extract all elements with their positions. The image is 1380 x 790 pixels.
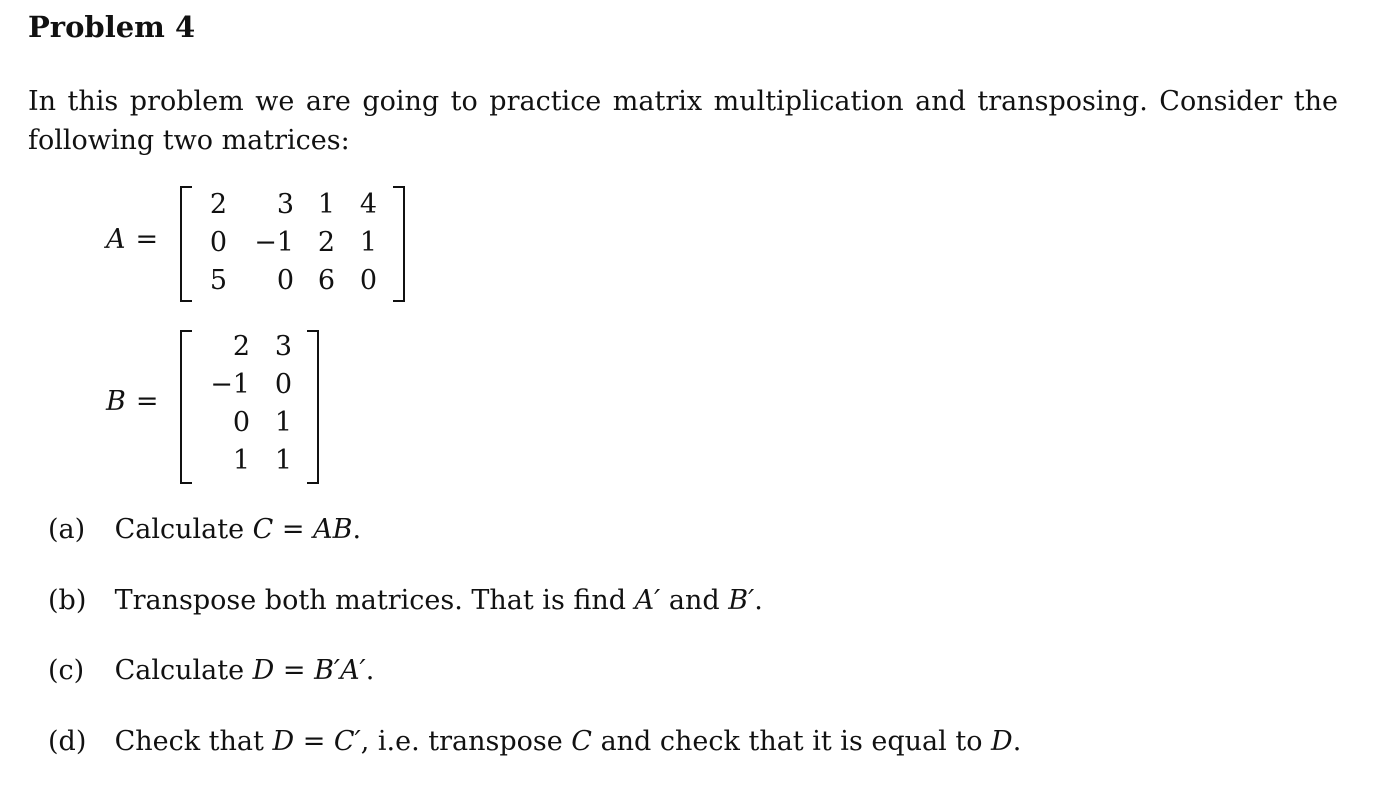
matrix-b-equals: = — [135, 386, 159, 417]
item-math: A′ — [634, 585, 661, 616]
item-text: and check that it is equal to — [600, 726, 983, 757]
problem-title: Problem 4 — [28, 10, 196, 44]
matrix-b-label — [106, 386, 158, 417]
matrix-a-label — [106, 224, 158, 255]
item-tail: . — [365, 655, 375, 686]
matrix-b-cell: 1 — [274, 445, 292, 476]
item-math: C — [571, 726, 592, 757]
matrix-a-cell: 6 — [317, 265, 335, 296]
item-math: D — [991, 726, 1013, 757]
item-marker: (a) — [48, 514, 86, 545]
item-d — [48, 723, 1021, 761]
matrix-a-equals: = — [135, 224, 159, 255]
item-marker: (c) — [48, 655, 85, 686]
matrix-a-cell: 2 — [317, 227, 335, 258]
matrix-b-cell: 3 — [274, 331, 292, 362]
item-math: D = B′A′ — [252, 655, 366, 686]
item-tail: . — [754, 585, 763, 616]
item-tail: . — [352, 514, 362, 545]
problem-intro — [28, 82, 1338, 160]
matrix-a-cell: 0 — [359, 265, 377, 296]
matrix-a-cell: 2 — [209, 189, 227, 220]
item-text: Calculate — [114, 514, 245, 545]
matrix-b-cell: −1 — [210, 369, 250, 400]
matrix-b-symbol: B — [106, 386, 126, 417]
item-text: Calculate — [114, 655, 245, 686]
matrix-a-cell: 0 — [209, 227, 227, 258]
item-marker: (b) — [48, 585, 87, 616]
item-tail: . — [1012, 726, 1022, 757]
matrix-a-cell: −1 — [254, 227, 294, 258]
item-math: B′ — [728, 585, 755, 616]
matrix-a-cell: 1 — [317, 189, 335, 220]
item-b — [48, 582, 763, 620]
matrix-b-cell: 1 — [274, 407, 292, 438]
matrix-b-cell: 0 — [232, 407, 250, 438]
matrix-b-cell: 1 — [232, 445, 250, 476]
item-c — [48, 652, 374, 690]
item-a — [48, 511, 361, 549]
item-text: and — [668, 585, 720, 616]
intro-line-2: following two matrices: — [28, 125, 350, 156]
matrix-a-cell: 5 — [209, 265, 227, 296]
matrix-a-right-bracket — [393, 186, 405, 302]
matrix-a-cell: 4 — [359, 189, 377, 220]
matrix-b-right-bracket — [307, 330, 319, 484]
item-math: D = C′ — [272, 726, 361, 757]
matrix-a-cell: 3 — [276, 189, 294, 220]
item-text: , i.e. transpose — [360, 726, 563, 757]
item-math: C = AB — [252, 514, 353, 545]
matrix-a-cell: 0 — [276, 265, 294, 296]
matrix-a-symbol: A — [106, 224, 126, 255]
item-text: Check that — [114, 726, 264, 757]
matrix-b-cell: 2 — [232, 331, 250, 362]
intro-line-1: In this problem we are going to practice matrix multiplication and transposing. Consider the — [28, 86, 1338, 117]
item-text: Transpose both matrices. That is find — [114, 585, 627, 616]
matrix-b-cell: 0 — [274, 369, 292, 400]
item-marker: (d) — [48, 726, 87, 757]
matrix-a-cell: 1 — [359, 227, 377, 258]
